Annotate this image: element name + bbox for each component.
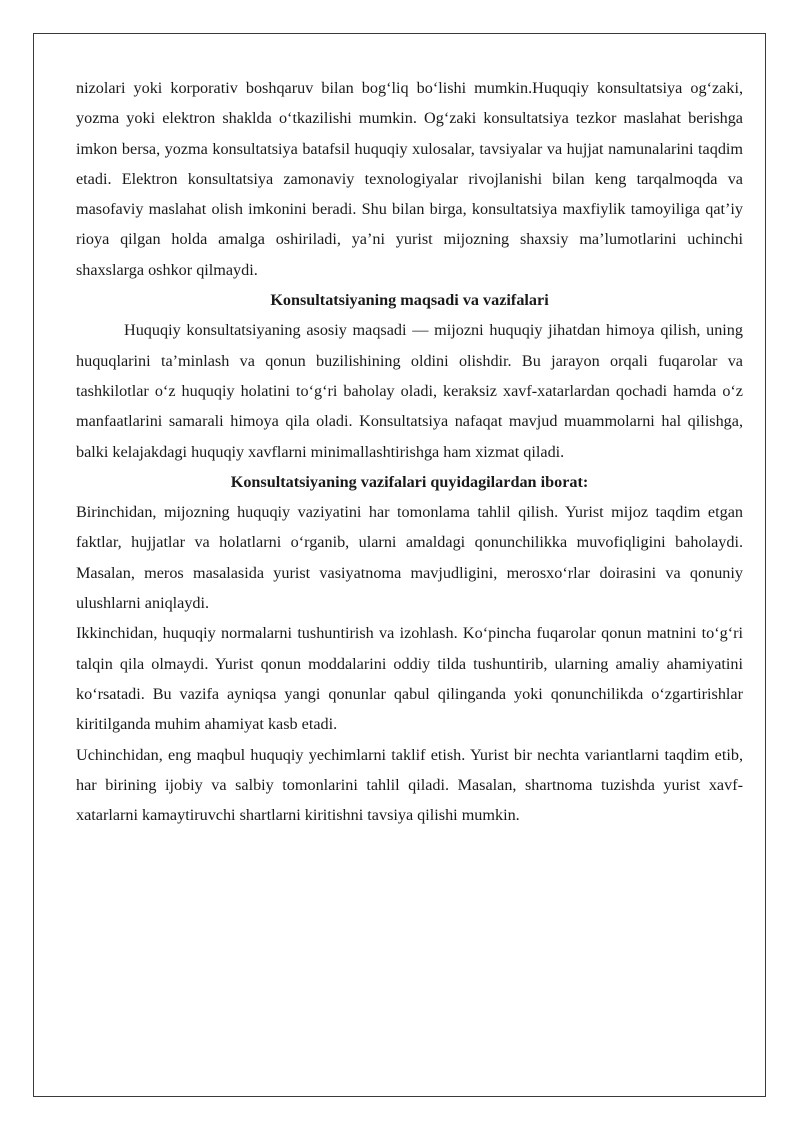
paragraph-main-purpose: Huquqiy konsultatsiyaning asosiy maqsadi — mijozni huquqiy jihatdan himoya qilish, uning huquqlarini ta’minlash va qonun buzilishining oldini olishdir. Bu jarayon orqali fuqarolar va tashkilotlar o‘z huquqiy holatini to‘g‘ri baholay oladi, keraksiz xavf-xatarlardan qochadi hamda o‘z manfaatlarini samarali himoya qila oladi. Konsultatsiya nafaqat mavjud muammolarni hal qilishga, balki kelajakdagi huquqiy xavflarni minimallashtirishga ham xizmat qiladi. xyxy=(76,321,743,461)
section-heading-purpose: Konsultatsiyaning maqsadi va vazifalari xyxy=(270,291,549,310)
section-heading-tasks: Konsultatsiyaning vazifalari quyidagilardan iborat: xyxy=(230,472,589,491)
paragraph-consultation-forms: nizolari yoki korporativ boshqaruv bilan bog‘liq bo‘lishi mumkin.Huquqiy konsultatsiya og‘zaki, yozma yoki elektron shaklda o‘tkazilishi mumkin. Og‘zaki konsultatsiya tezkor maslahat berishga imkon bersa, yozma konsultatsiya batafsil huquqiy xulosalar, tavsiyalar va hujjat namunalarini taqdim etadi. Elektron konsultatsiya zamonaviy texnologiyalar rivojlanishi bilan keng tarqalmoqda va masofaviy maslahat olish imkonini beradi. Shu bilan birga, konsultatsiya maxfiylik tamoyiliga qat’iy rioya qilgan holda amalga oshiriladi, ya’ni yurist mijozning shaxsiy ma’lumotlarini uchinchi shaxslarga oshkor qilmaydi. xyxy=(76,79,743,279)
paragraph-task-first: Birinchidan, mijozning huquqiy vaziyatini har tomonlama tahlil qilish. Yurist mijoz taqdim etgan faktlar, hujjatlar va holatlarni o‘rganib, ularni amaldagi qonunchilikka muvofiqligini baholaydi. Masalan, meros masalasida yurist vasiyatnoma mavjudligini, merosxo‘rlar doirasini va qonuniy ulushlarni aniqlaydi. xyxy=(76,503,743,613)
paragraph-task-second: Ikkinchidan, huquqiy normalarni tushuntirish va izohlash. Ko‘pincha fuqarolar qonun matnini to‘g‘ri talqin qila olmaydi. Yurist qonun moddalarini oddiy tilda tushuntirib, ularning amaliy ahamiyatini ko‘rsatadi. Bu vazifa ayniqsa yangi qonunlar qabul qilinganda yoki qonunchilikda o‘zgartirishlar kiritilganda muhim ahamiyat kasb etadi. xyxy=(76,624,743,734)
paragraph-task-third: Uchinchidan, eng maqbul huquqiy yechimlarni taklif etish. Yurist bir nechta variantlarni taqdim etib, har birining ijobiy va salbiy tomonlarini tahlil qiladi. Masalan, shartnoma tuzishda yurist xavf-xatarlarni kamaytiruvchi shartlarni kiritishni tavsiya qilishi mumkin. xyxy=(76,745,743,825)
document-body xyxy=(76,73,743,830)
